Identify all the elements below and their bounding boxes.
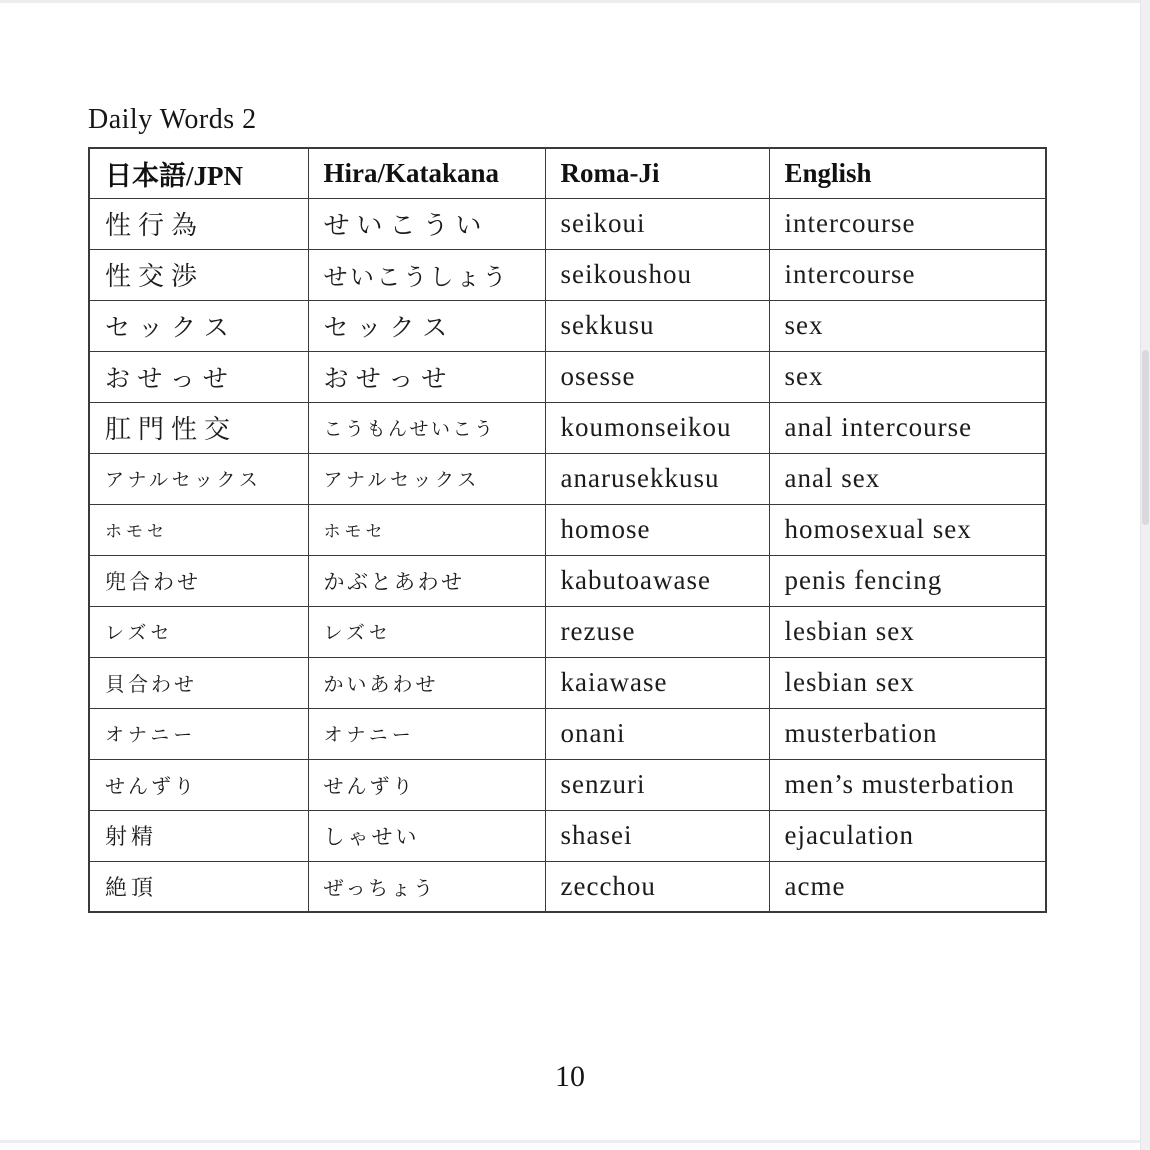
cell-english: acme [769,861,1046,912]
table-row [89,657,1046,708]
cell-kana: レズセ [308,606,545,657]
cell-english: intercourse [769,198,1046,249]
cell-romaji: homose [545,504,769,555]
cell-romaji: senzuri [545,759,769,810]
scrollbar-track[interactable] [1140,0,1150,1150]
cell-kana: かぶとあわせ [308,555,545,606]
cell-kana: せんずり [308,759,545,810]
cell-romaji: kabutoawase [545,555,769,606]
table-row [89,198,1046,249]
table-row [89,606,1046,657]
table-row [89,351,1046,402]
header-english: English [769,148,1046,198]
page-number: 10 [555,1060,585,1093]
header-romaji: Roma-Ji [545,148,769,198]
cell-romaji: onani [545,708,769,759]
cell-kana: せいこうしょう [308,249,545,300]
cell-jpn: 性行為 [89,198,308,249]
table-row [89,759,1046,810]
cell-jpn: 絶頂 [89,861,308,912]
cell-jpn: オナニー [89,708,308,759]
cell-english: ejaculation [769,810,1046,861]
vocab-table-header [89,148,1046,198]
cell-romaji: seikoui [545,198,769,249]
scrollbar-thumb[interactable] [1142,350,1149,525]
cell-english: musterbation [769,708,1046,759]
vocab-table [88,147,1047,913]
cell-jpn: おせっせ [89,351,308,402]
cell-kana: しゃせい [308,810,545,861]
cell-jpn: 肛門性交 [89,402,308,453]
header-kana: Hira/Katakana [308,148,545,198]
cell-jpn: ホモセ [89,504,308,555]
page-edge-top [0,0,1150,3]
table-row [89,861,1046,912]
cell-jpn: 貝合わせ [89,657,308,708]
cell-kana: かいあわせ [308,657,545,708]
cell-romaji: osesse [545,351,769,402]
cell-english: anal intercourse [769,402,1046,453]
cell-english: lesbian sex [769,657,1046,708]
cell-kana: こうもんせいこう [308,402,545,453]
cell-romaji: sekkusu [545,300,769,351]
page-edge-bottom [0,1140,1150,1143]
cell-kana: セックス [308,300,545,351]
cell-english: sex [769,351,1046,402]
cell-romaji: kaiawase [545,657,769,708]
cell-jpn: アナルセックス [89,453,308,504]
table-row [89,300,1046,351]
cell-romaji: zecchou [545,861,769,912]
table-row [89,402,1046,453]
table-row [89,555,1046,606]
cell-english: homosexual sex [769,504,1046,555]
cell-english: anal sex [769,453,1046,504]
table-row [89,249,1046,300]
header-row [89,148,1046,198]
cell-jpn: 性交渉 [89,249,308,300]
cell-english: men’s musterbation [769,759,1046,810]
cell-kana: アナルセックス [308,453,545,504]
cell-romaji: rezuse [545,606,769,657]
cell-english: intercourse [769,249,1046,300]
cell-kana: ホモセ [308,504,545,555]
cell-english: lesbian sex [769,606,1046,657]
cell-romaji: anarusekkusu [545,453,769,504]
cell-jpn: セックス [89,300,308,351]
cell-romaji: koumonseikou [545,402,769,453]
header-jpn: 日本語/JPN [89,148,308,198]
table-row [89,504,1046,555]
cell-jpn: 兜合わせ [89,555,308,606]
cell-english: penis fencing [769,555,1046,606]
cell-jpn: レズセ [89,606,308,657]
cell-jpn: せんずり [89,759,308,810]
cell-kana: オナニー [308,708,545,759]
cell-romaji: shasei [545,810,769,861]
page-title: Daily Words 2 [88,104,257,135]
vocab-table-body [89,198,1046,912]
cell-kana: おせっせ [308,351,545,402]
cell-english: sex [769,300,1046,351]
cell-jpn: 射精 [89,810,308,861]
table-row [89,453,1046,504]
table-row [89,810,1046,861]
cell-kana: せいこうい [308,198,545,249]
cell-romaji: seikoushou [545,249,769,300]
table-row [89,708,1046,759]
cell-kana: ぜっちょう [308,861,545,912]
